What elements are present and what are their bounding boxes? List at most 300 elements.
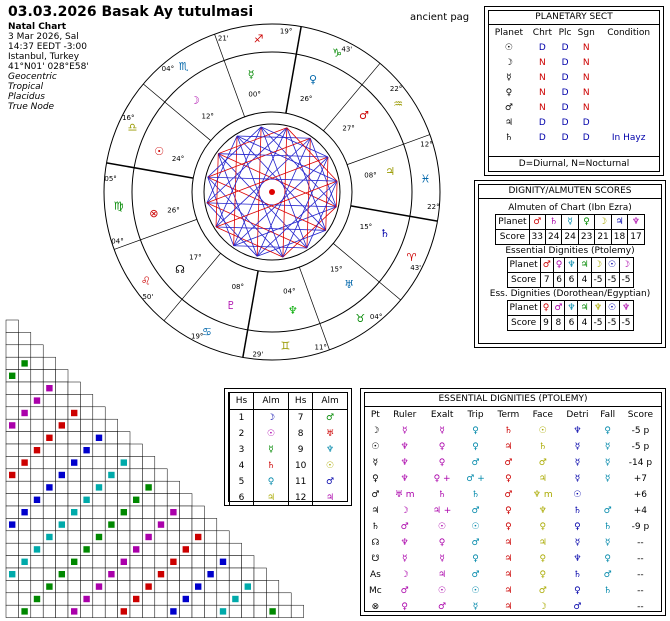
essential-title: ESSENTIAL DIGNITIES (PTOLEMY)	[365, 393, 661, 407]
ess-term: ♃	[504, 442, 513, 452]
aspect-mark	[34, 447, 40, 453]
grid-cell	[56, 580, 68, 592]
planet-glyph: ☊	[175, 263, 185, 277]
planet-glyph: ♀	[309, 73, 318, 87]
aspect-mark	[46, 583, 52, 589]
grid-cell	[142, 506, 154, 518]
grid-cell	[18, 531, 30, 543]
grid-cell	[31, 345, 43, 357]
ess-detri: ♄	[573, 570, 582, 580]
grid-cell	[56, 494, 68, 506]
grid-cell	[80, 419, 92, 431]
grid-cell	[93, 456, 105, 468]
ess-term: ♀	[505, 474, 512, 484]
sect-condition	[598, 85, 659, 100]
ess-row	[365, 439, 661, 455]
grid-cell	[31, 518, 43, 530]
aspect-mark	[170, 608, 176, 614]
grid-cell	[6, 456, 18, 468]
ess-header: Score	[627, 410, 654, 420]
hs-row	[230, 410, 348, 427]
grid-cell	[229, 580, 241, 592]
aspect-mark	[207, 571, 213, 577]
grid-cell	[31, 580, 43, 592]
hs-almuten: ♆	[313, 442, 347, 458]
hs-almuten: ♀	[253, 474, 288, 490]
grid-cell	[192, 506, 204, 518]
ess-face: ♀	[539, 554, 547, 564]
method-line: Tropical	[8, 82, 44, 92]
grid-cell	[68, 469, 80, 481]
grid-cell	[192, 543, 204, 555]
hs-number: 11	[289, 474, 313, 490]
grid-cell	[68, 593, 80, 605]
planet-glyph: ☽	[189, 94, 200, 108]
grid-cell	[142, 556, 154, 568]
grid-cell	[43, 469, 55, 481]
hs-number: 8	[289, 426, 313, 442]
dignity-planet: ♃	[578, 301, 591, 316]
sect-legend: D=Diurnal, N=Nocturnal	[489, 156, 659, 169]
hs-number: 4	[230, 458, 254, 474]
aspect-mark	[21, 509, 27, 515]
aspect-mark	[133, 546, 139, 552]
chart-title: 03.03.2026 Basak Ay tutulmasi	[8, 4, 254, 20]
aspect-mark	[34, 596, 40, 602]
ess-fall	[596, 599, 620, 615]
ess-face: ♃	[538, 474, 547, 484]
cusp-label: 19°	[279, 27, 293, 36]
grid-cell	[31, 382, 43, 394]
grid-cell	[192, 605, 204, 617]
dignity-score: 6	[553, 273, 565, 288]
dignity-score: -5	[605, 316, 619, 331]
aspect-mark	[220, 559, 226, 565]
ess-detri: ♀	[574, 522, 581, 532]
ess-exalt: ♃ +	[432, 506, 452, 516]
sign-glyph: ♋	[201, 325, 212, 339]
ess-trip: ♀	[472, 426, 479, 436]
grid-cell	[56, 543, 68, 555]
grid-cell	[217, 593, 229, 605]
cusp-label: 16°	[122, 114, 135, 123]
grid-cell	[254, 605, 266, 617]
sect-sign: N	[582, 57, 590, 68]
ess-score: -9 p	[631, 522, 650, 532]
hs-almuten: ♃	[253, 490, 288, 506]
aspect-mark	[170, 509, 176, 515]
grid-cell	[18, 394, 30, 406]
ess-score: -5 p	[631, 442, 650, 452]
aspect-mark	[46, 385, 52, 391]
ess-trip: ♂ +	[466, 474, 485, 484]
grid-cell	[266, 593, 278, 605]
grid-cell	[204, 556, 216, 568]
ess-fall: ♀	[604, 554, 611, 564]
aspect-mark	[121, 559, 127, 565]
degree-label: 08°	[231, 282, 245, 291]
sect-header: Plc	[558, 27, 572, 38]
grid-cell	[266, 580, 278, 592]
grid-cell	[6, 531, 18, 543]
aspect-mark	[83, 447, 89, 453]
ess-pt: ☋	[371, 554, 380, 564]
grid-cell	[68, 481, 80, 493]
planet-glyph: ♄	[379, 227, 390, 241]
grid-cell	[118, 568, 130, 580]
hs-header: Alm	[313, 393, 347, 410]
aspect-mark	[46, 484, 52, 490]
grid-cell	[204, 593, 216, 605]
grid-cell	[56, 456, 68, 468]
method-line: Geocentric	[8, 72, 57, 82]
info-line: 14:37 EEDT -3:00	[8, 42, 87, 52]
ess-fall	[596, 487, 620, 503]
sign-glyph: ♌	[140, 274, 151, 288]
sect-planet: ♃	[504, 117, 513, 128]
ess-header: Fall	[600, 410, 616, 420]
grid-cell	[18, 543, 30, 555]
center-dot	[269, 189, 275, 195]
ess-exalt: ♀	[438, 538, 446, 548]
cusp-label: 22°	[427, 203, 440, 212]
planet-glyph: ☿	[247, 67, 255, 81]
dignity-planet: ☿	[562, 215, 578, 230]
aspect-mark	[59, 472, 65, 478]
ess-face: ☽	[538, 602, 547, 612]
aspect-mark	[145, 484, 151, 490]
grid-cell	[31, 407, 43, 419]
cusp-label: 22°	[389, 84, 403, 93]
cusp-label: 04°	[369, 313, 383, 322]
grid-cell	[93, 469, 105, 481]
ess-score: --	[637, 570, 644, 580]
sect-row	[489, 130, 659, 145]
method-line: True Node	[8, 102, 55, 112]
ess-score: --	[637, 554, 644, 564]
grid-cell	[80, 568, 92, 580]
grid-cell	[43, 568, 55, 580]
aspect-mark	[108, 472, 114, 478]
grid-cell	[118, 580, 130, 592]
grid-cell	[204, 580, 216, 592]
ess-score: +7	[633, 474, 648, 484]
dignity-score: 23	[578, 230, 594, 245]
grid-cell	[31, 469, 43, 481]
grid-cell	[105, 444, 117, 456]
degree-label: 26°	[299, 95, 313, 104]
ess-trip: ♂	[471, 506, 480, 516]
ess-ruler: ♂	[400, 522, 409, 532]
sect-row	[489, 85, 659, 100]
grid-cell	[192, 518, 204, 530]
grid-cell	[6, 556, 18, 568]
ess-trip: ☉	[471, 586, 480, 596]
grid-cell	[6, 332, 18, 344]
dignity-planet: ♆	[628, 215, 644, 230]
sign-glyph: ♎	[127, 120, 138, 134]
ess-trip: ♀	[472, 442, 479, 452]
dignity-planet: ♂	[529, 215, 545, 230]
sign-glyph: ♓	[420, 172, 431, 186]
dignity-planet: ☽	[619, 258, 633, 273]
grid-cell	[18, 382, 30, 394]
aspect-mark	[21, 459, 27, 465]
aspect-mark	[183, 596, 189, 602]
grid-cell	[56, 593, 68, 605]
dignity-planet: ♆	[591, 301, 605, 316]
aspect-mark	[170, 559, 176, 565]
grid-cell	[180, 605, 192, 617]
hs-header: Hs	[230, 393, 254, 410]
hs-number: 2	[230, 426, 254, 442]
grid-cell	[254, 568, 266, 580]
hs-row	[230, 490, 348, 506]
aspect-mark	[59, 521, 65, 527]
method-line: Placidus	[8, 92, 45, 102]
grid-cell	[142, 593, 154, 605]
grid-cell	[80, 456, 92, 468]
cusp-label: 04°	[161, 64, 175, 73]
grid-cell	[80, 407, 92, 419]
grid-cell	[80, 481, 92, 493]
hs-almuten: ☉	[313, 458, 347, 474]
info-line: 41°N01' 028°E58'	[8, 62, 89, 72]
grid-cell	[18, 518, 30, 530]
grid-cell	[56, 370, 68, 382]
aspect-mark	[195, 583, 201, 589]
dignity-score: 7	[540, 273, 553, 288]
grid-cell	[6, 481, 18, 493]
ess-term: ♃	[504, 538, 513, 548]
grid-cell	[130, 556, 142, 568]
sign-glyph: ♊	[280, 339, 291, 353]
ess-face: ♆ m	[532, 490, 553, 500]
hs-number: 7	[289, 410, 313, 427]
grid-cell	[6, 432, 18, 444]
aspect-mark	[96, 583, 102, 589]
planet-glyph: ♃	[385, 165, 396, 179]
grid-cell	[167, 543, 179, 555]
grid-cell	[68, 382, 80, 394]
dignity-planet: ♃	[578, 258, 591, 273]
degree-label: 24°	[171, 154, 185, 163]
ess-header: Term	[497, 410, 520, 420]
hs-header: Hs	[289, 393, 313, 410]
ess-ruler: ☿	[401, 426, 408, 436]
ess-detri: ☿	[574, 538, 581, 548]
aspect-mark	[158, 571, 164, 577]
aspect-mark	[71, 608, 77, 614]
grid-cell	[56, 605, 68, 617]
dignity-score: -5	[619, 273, 633, 288]
grid-cell	[229, 605, 241, 617]
ess-detri: ♆	[573, 426, 582, 436]
grid-cell	[142, 456, 154, 468]
dignity-score: -5	[605, 273, 619, 288]
grid-cell	[6, 506, 18, 518]
grid-cell	[180, 506, 192, 518]
dignity-score: 18	[611, 230, 627, 245]
ess-face: ♀	[539, 522, 547, 532]
ess-row	[365, 455, 661, 471]
aspect-mark	[9, 373, 15, 379]
grid-cell	[155, 593, 167, 605]
sect-chart: N	[539, 87, 546, 98]
aspect-mark	[9, 521, 15, 527]
ess-fall: ♀	[604, 426, 611, 436]
ess-ruler: ♅ m	[394, 490, 415, 500]
ess-row	[365, 583, 661, 599]
degree-label: 15°	[330, 265, 343, 274]
grid-cell	[68, 494, 80, 506]
grid-cell	[180, 531, 192, 543]
grid-cell	[80, 605, 92, 617]
ess-fall: ♂	[603, 570, 612, 580]
grid-cell	[93, 593, 105, 605]
grid-cell	[291, 605, 303, 617]
dignity-panel	[474, 180, 666, 348]
sect-row	[489, 40, 659, 55]
grid-cell	[105, 593, 117, 605]
info-line: Istanbul, Turkey	[8, 52, 80, 62]
dignity-planet: ♃	[611, 215, 627, 230]
ess-fall: ☿	[604, 442, 611, 452]
sect-sign: N	[582, 72, 590, 83]
ess-score: -5 p	[631, 426, 650, 436]
hs-row	[230, 458, 348, 474]
planet-glyph: ☉	[154, 144, 165, 158]
dignity-score: 33	[529, 230, 545, 245]
cusp-label: 11°	[314, 343, 327, 352]
sect-sign: D	[582, 132, 590, 143]
hs-almuten: ♅	[313, 426, 347, 442]
grid-cell	[6, 357, 18, 369]
grid-cell	[56, 394, 68, 406]
grid-cell	[18, 345, 30, 357]
grid-cell	[68, 419, 80, 431]
aspect-mark	[71, 509, 77, 515]
dignity-score: -5	[619, 316, 633, 331]
cusp-label: 04°	[111, 237, 124, 246]
dignity-title: DIGNITY/ALMUTEN SCORES	[479, 185, 661, 199]
grid-cell	[155, 605, 167, 617]
sect-chart: N	[539, 102, 546, 113]
hs-almuten: ♃	[313, 490, 347, 506]
sign-glyph: ♈	[406, 251, 417, 265]
ess-trip: ☉	[471, 522, 480, 532]
sect-row	[489, 70, 659, 85]
grid-cell	[31, 456, 43, 468]
sect-condition	[598, 40, 659, 55]
grid-cell	[31, 568, 43, 580]
grid-cell	[105, 543, 117, 555]
grid-cell	[6, 543, 18, 555]
sect-condition	[598, 100, 659, 115]
grid-cell	[242, 568, 254, 580]
ess-detri: ☿	[574, 458, 581, 468]
aspect-mark	[34, 397, 40, 403]
dignity-planet: ♂	[540, 258, 553, 273]
grid-cell	[31, 506, 43, 518]
dignity-score: 17	[628, 230, 644, 245]
ess-exalt: ☿	[439, 426, 445, 436]
sect-condition	[598, 115, 659, 130]
ess-ruler: ☽	[400, 570, 409, 580]
dignity-planet: ♀	[578, 215, 594, 230]
aspect-mark	[71, 459, 77, 465]
hs-row	[230, 442, 348, 458]
dignity-score: 24	[562, 230, 578, 245]
grid-cell	[192, 568, 204, 580]
aspect-mark	[158, 521, 164, 527]
aspect-mark	[46, 534, 52, 540]
ess-trip: ♂	[471, 570, 480, 580]
grid-cell	[229, 543, 241, 555]
ess-exalt: ☉	[438, 522, 447, 532]
grid-cell	[93, 506, 105, 518]
sect-place: D	[561, 57, 569, 68]
dignity-planet: ♂	[552, 301, 565, 316]
grid-cell	[93, 494, 105, 506]
grid-cell	[229, 556, 241, 568]
sect-row	[489, 100, 659, 115]
ess-row	[365, 423, 661, 439]
ess-pt: ⊗	[371, 602, 380, 612]
sign-glyph: ♐	[253, 32, 264, 46]
planet-glyph: ♇	[226, 298, 236, 312]
degree-label: 17°	[189, 253, 202, 262]
ess-term: ♀	[505, 506, 512, 516]
aspect-mark	[21, 360, 27, 366]
grid-cell	[43, 419, 55, 431]
ess-term: ♃	[504, 602, 513, 612]
aspect-mark	[145, 534, 151, 540]
cusp-label: 50'	[142, 293, 154, 302]
grid-cell	[217, 531, 229, 543]
aspect-mark	[232, 596, 238, 602]
grid-cell	[43, 394, 55, 406]
grid-cell	[217, 543, 229, 555]
dignity-score: 6	[565, 316, 578, 331]
score-label: Score	[507, 316, 540, 331]
grid-cell	[105, 419, 117, 431]
grid-cell	[155, 481, 167, 493]
sect-place: D	[561, 87, 569, 98]
grid-cell	[118, 481, 130, 493]
ess-header: Pt	[370, 410, 380, 420]
sect-chart: N	[539, 72, 546, 83]
ess-fall: ♄	[603, 586, 612, 596]
ess-detri: ☉	[573, 490, 582, 500]
ess-row	[365, 599, 661, 615]
aspect-mark	[96, 534, 102, 540]
grid-cell	[142, 543, 154, 555]
score-label: Score	[496, 230, 529, 245]
grid-cell	[6, 407, 18, 419]
grid-cell	[18, 444, 30, 456]
grid-cell	[242, 605, 254, 617]
ess-pt: Mc	[369, 586, 382, 596]
ess-score: +6	[633, 490, 648, 500]
grid-cell	[80, 531, 92, 543]
ess-fall: ♄	[603, 522, 612, 532]
hs-row	[230, 426, 348, 442]
ess-face: ♄	[538, 442, 547, 452]
ess-term: ♃	[504, 570, 513, 580]
ess-pt: ☊	[371, 538, 380, 548]
grid-cell	[68, 568, 80, 580]
